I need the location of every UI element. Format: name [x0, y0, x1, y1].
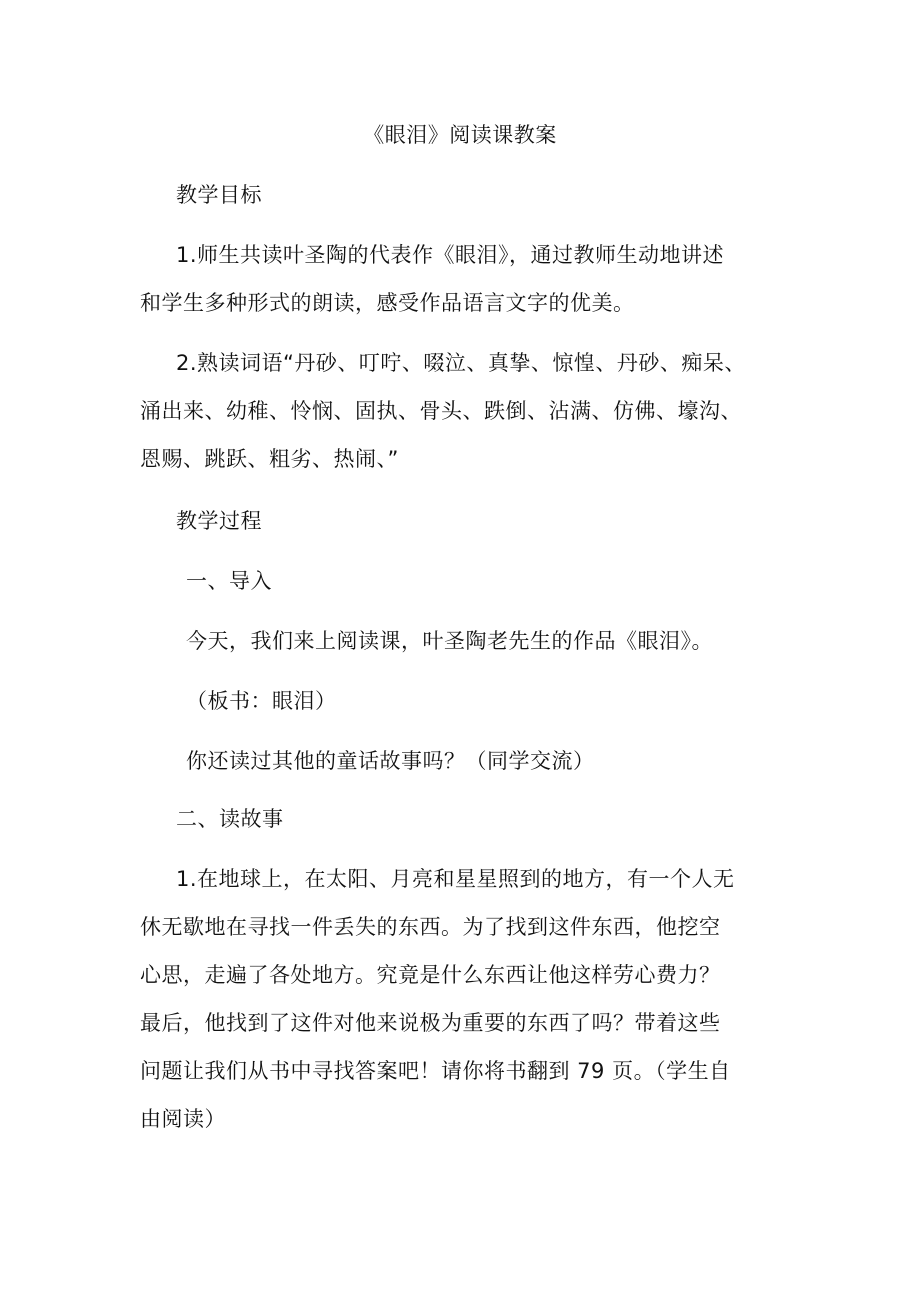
section-2-paragraph-line-4: 最后，他找到了这件对他来说极为重要的东西了吗？带着这些	[140, 1011, 721, 1035]
document-title: 《眼泪》阅读课教案	[363, 123, 557, 147]
heading-teaching-goals: 教学目标	[176, 183, 262, 207]
goal-2-line-2: 涌出来、幼稚、怜悯、固执、骨头、跌倒、沾满、仿佛、壕沟、	[140, 399, 742, 423]
section-1-question: 你还读过其他的童话故事吗？（同学交流）	[186, 749, 595, 773]
section-2-paragraph-line-3: 心思，走遍了各处地方。究竟是什么东西让他这样劳心费力？	[140, 963, 721, 987]
goal-2-line-1: 2.熟读词语“丹砂、叮咛、啜泣、真挚、惊惶、丹砂、痴呆、	[176, 351, 746, 375]
goal-2-line-3: 恩赐、跳跃、粗劣、热闹、”	[140, 447, 399, 471]
section-1-heading: 一、导入	[186, 569, 272, 593]
goal-1-line-1: 1.师生共读叶圣陶的代表作《眼泪》，通过教师生动地讲述	[176, 243, 725, 267]
section-2-heading: 二、读故事	[176, 807, 284, 831]
section-1-board-note: （板书：眼泪）	[186, 689, 337, 713]
goal-1-line-2: 和学生多种形式的朗读，感受作品语言文字的优美。	[140, 291, 635, 315]
section-2-paragraph-line-1: 1.在地球上，在太阳、月亮和星星照到的地方，有一个人无	[176, 867, 735, 891]
section-2-paragraph-line-6: 由阅读）	[140, 1107, 226, 1131]
section-1-text: 今天，我们来上阅读课，叶圣陶老先生的作品《眼泪》。	[186, 629, 713, 653]
section-2-paragraph-line-2: 休无歇地在寻找一件丢失的东西。为了找到这件东西，他挖空	[140, 915, 721, 939]
heading-teaching-process: 教学过程	[176, 509, 262, 533]
section-2-paragraph-line-5: 问题让我们从书中寻找答案吧！请你将书翻到 79 页。（学生自	[140, 1059, 731, 1083]
